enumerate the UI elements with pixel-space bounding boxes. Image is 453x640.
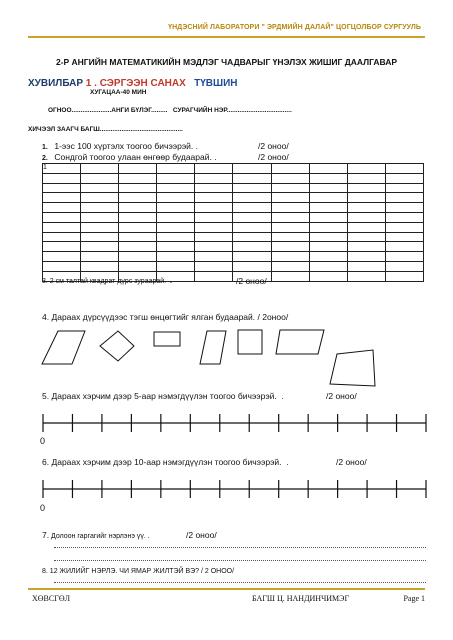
grid-cell[interactable]: [347, 203, 385, 213]
grid-row: [43, 193, 424, 203]
question-3: [42, 278, 172, 285]
grid-cell[interactable]: [43, 261, 81, 271]
grid-cell[interactable]: [119, 193, 157, 203]
grid-row: [43, 242, 424, 252]
question-1-text: 1-ээс 100 хүртэлх тоогоо бичээрэй. .: [54, 141, 199, 151]
grid-cell[interactable]: [157, 222, 195, 232]
answer-line-7b[interactable]: [54, 560, 426, 561]
grid-cell[interactable]: [157, 183, 195, 193]
grid-cell[interactable]: [157, 212, 195, 222]
grid-cell[interactable]: [157, 261, 195, 271]
grid-cell[interactable]: 1: [43, 164, 81, 174]
grid-cell[interactable]: [271, 232, 309, 242]
grid-cell[interactable]: [385, 222, 423, 232]
grid-cell[interactable]: [385, 212, 423, 222]
number-line-6[interactable]: [0, 477, 453, 501]
number-line-6-zero: 0: [40, 503, 46, 513]
grid-row: [43, 232, 424, 242]
grid-cell[interactable]: [81, 173, 119, 183]
header-divider: [28, 36, 425, 38]
grid-cell[interactable]: [119, 232, 157, 242]
question-3-points: /2 оноо/: [236, 276, 267, 286]
question-5: [42, 391, 284, 401]
grid-cell[interactable]: [233, 212, 271, 222]
grid-cell[interactable]: [195, 173, 233, 183]
grid-cell[interactable]: [157, 242, 195, 252]
number-grid[interactable]: [42, 163, 424, 282]
grid-cell[interactable]: [43, 252, 81, 262]
grid-cell[interactable]: [43, 193, 81, 203]
grid-cell[interactable]: [43, 242, 81, 252]
question-6-number: 6.: [42, 457, 50, 467]
question-2-points: /2 оноо/: [258, 152, 289, 162]
question-4-text: Дараах дүрсүүдээс тэгш өнцөгтийг ялган будаарай. / 2оноо/: [51, 312, 289, 322]
date-class-field: ОГНОО......................АНГИ БҮЛЭГ.........: [48, 107, 168, 114]
grid-cell[interactable]: [271, 252, 309, 262]
grid-cell[interactable]: [81, 252, 119, 262]
grid-cell[interactable]: [271, 164, 309, 174]
grid-cell[interactable]: [195, 222, 233, 232]
grid-cell[interactable]: [271, 242, 309, 252]
grid-cell[interactable]: [347, 183, 385, 193]
question-5-dot: .: [281, 391, 284, 401]
rhombus-shape[interactable]: [100, 331, 134, 361]
grid-cell[interactable]: [43, 183, 81, 193]
question-5-points: /2 оноо/: [326, 391, 357, 401]
grid-cell[interactable]: [81, 203, 119, 213]
grid-cell[interactable]: [195, 261, 233, 271]
question-3-number: 3.: [42, 278, 48, 285]
grid-cell[interactable]: [347, 222, 385, 232]
footer-divider: [28, 588, 425, 590]
question-8-number: 8.: [42, 568, 48, 575]
grid-cell[interactable]: [119, 183, 157, 193]
grid-cell[interactable]: [309, 164, 347, 174]
question-7: [42, 530, 150, 540]
variant-heading: [28, 78, 238, 89]
question-6-text: Дараах хэрчим дээр 10-аар нэмэгдүүлэн тоогоо бичээрэй.: [51, 457, 282, 467]
question-6-dot: .: [286, 457, 289, 467]
grid-row: [43, 222, 424, 232]
question-6-points: /2 оноо/: [336, 457, 367, 467]
grid-cell[interactable]: [81, 242, 119, 252]
question-5-text: Дараах хэрчим дээр 5-аар нэмэгдүүлэн тоогоо бичээрэй.: [51, 391, 277, 401]
question-1: [42, 141, 198, 151]
grid-cell[interactable]: [81, 183, 119, 193]
trapezoid-shape[interactable]: [200, 331, 226, 364]
grid-cell[interactable]: [233, 222, 271, 232]
number-line-5[interactable]: [0, 411, 453, 435]
grid-cell[interactable]: [119, 222, 157, 232]
grid-cell[interactable]: [233, 252, 271, 262]
grid-cell[interactable]: [271, 183, 309, 193]
question-4-number: 4.: [42, 312, 50, 322]
grid-cell[interactable]: [309, 242, 347, 252]
question-4: [42, 312, 288, 322]
grid-cell[interactable]: [233, 261, 271, 271]
grid-cell[interactable]: [157, 173, 195, 183]
grid-cell[interactable]: [43, 173, 81, 183]
time-limit: ХУГАЦАА-40 МИН: [90, 89, 147, 96]
number-line-5-zero: 0: [40, 436, 46, 446]
grid-cell[interactable]: [233, 193, 271, 203]
grid-cell[interactable]: [385, 242, 423, 252]
grid-cell[interactable]: [119, 212, 157, 222]
grid-cell[interactable]: [233, 164, 271, 174]
grid-cell[interactable]: [81, 212, 119, 222]
grid-cell[interactable]: [347, 164, 385, 174]
grid-cell[interactable]: [347, 271, 385, 281]
grid-cell[interactable]: [195, 164, 233, 174]
grid-cell[interactable]: [309, 212, 347, 222]
grid-cell[interactable]: [157, 164, 195, 174]
footer-teacher: БАГШ Ц. НАНДИНЧИМЭГ: [252, 594, 350, 603]
grid-row: [43, 252, 424, 262]
grid-cell[interactable]: [309, 183, 347, 193]
grid-cell[interactable]: [119, 173, 157, 183]
variant-number: 1 .: [85, 78, 97, 89]
grid-cell[interactable]: [271, 212, 309, 222]
grid-cell[interactable]: [43, 222, 81, 232]
grid-cell[interactable]: [271, 203, 309, 213]
grid-cell[interactable]: [347, 261, 385, 271]
grid-cell[interactable]: [119, 203, 157, 213]
grid-row: [43, 261, 424, 271]
grid-cell[interactable]: [309, 193, 347, 203]
grid-cell[interactable]: [81, 193, 119, 203]
grid-cell[interactable]: [43, 212, 81, 222]
grid-cell[interactable]: [43, 203, 81, 213]
grid-cell[interactable]: [347, 193, 385, 203]
grid-cell[interactable]: [233, 232, 271, 242]
grid-cell[interactable]: [385, 271, 423, 281]
grid-cell[interactable]: [385, 183, 423, 193]
irregular-quadrilateral-shape[interactable]: [330, 350, 375, 386]
grid-cell[interactable]: [385, 252, 423, 262]
grid-cell[interactable]: [271, 261, 309, 271]
grid-cell[interactable]: [385, 164, 423, 174]
grid-cell[interactable]: [119, 252, 157, 262]
grid-cell[interactable]: [309, 271, 347, 281]
question-3-text: 2 см талтай квадрат дүрс зураарай.: [49, 278, 167, 285]
grid-cell[interactable]: [195, 183, 233, 193]
grid-cell[interactable]: [233, 183, 271, 193]
grid-cell[interactable]: [119, 261, 157, 271]
question-2: [42, 152, 217, 162]
grid-cell[interactable]: [119, 164, 157, 174]
grid-cell[interactable]: [271, 271, 309, 281]
grid-cell[interactable]: [385, 261, 423, 271]
grid-cell[interactable]: [195, 252, 233, 262]
grid-cell[interactable]: [385, 203, 423, 213]
question-8-text: 12 ЖИЛИЙГ НЭРЛЭ. ЧИ ЯМАР ЖИЛТЭЙ ВЭ? / 2 ОНОО/: [49, 568, 235, 575]
grid-cell[interactable]: [309, 203, 347, 213]
grid-cell[interactable]: [195, 271, 233, 281]
question-7-points: /2 оноо/: [186, 530, 217, 540]
grid-cell[interactable]: [347, 173, 385, 183]
grid-cell[interactable]: [195, 242, 233, 252]
answer-line-8[interactable]: [54, 582, 426, 583]
grid-row: [43, 173, 424, 183]
small-rectangle-shape[interactable]: [154, 332, 180, 346]
grid-cell[interactable]: [271, 173, 309, 183]
question-8: [42, 568, 234, 575]
footer-page-number: Page 1: [403, 594, 425, 603]
grid-cell[interactable]: [233, 203, 271, 213]
grid-cell[interactable]: [119, 242, 157, 252]
grid-cell[interactable]: [81, 164, 119, 174]
grid-cell[interactable]: [195, 212, 233, 222]
grid-row: [43, 183, 424, 193]
grid-cell[interactable]: [81, 222, 119, 232]
grid-cell[interactable]: [309, 173, 347, 183]
grid-cell[interactable]: [385, 193, 423, 203]
grid-cell[interactable]: [347, 252, 385, 262]
answer-line-7a[interactable]: [54, 547, 426, 548]
question-1-number: 1.: [42, 144, 48, 151]
grid-row: [43, 212, 424, 222]
grid-cell[interactable]: [157, 252, 195, 262]
question-3-dot: .: [170, 278, 172, 285]
grid-cell[interactable]: [233, 173, 271, 183]
grid-cell[interactable]: [157, 193, 195, 203]
parallelogram-shape[interactable]: [42, 331, 85, 364]
grid-cell[interactable]: [309, 222, 347, 232]
variant-label: ХУВИЛБАР: [28, 78, 84, 89]
page-title: 2-Р АНГИЙН МАТЕМАТИКИЙН МЭДЛЭГ ЧАДВАРЫГ ҮНЭЛЭХ ЖИШИГ ДААЛГАВАР: [55, 57, 398, 67]
variant-level: ТҮВШИН: [194, 78, 238, 89]
footer-location: ХӨВСГӨЛ: [32, 594, 71, 603]
grid-cell[interactable]: [43, 232, 81, 242]
square-shape[interactable]: [238, 330, 262, 354]
grid-cell[interactable]: [157, 203, 195, 213]
quadrilateral-shape[interactable]: [276, 330, 324, 354]
grid-row: [43, 203, 424, 213]
question-7-number: 7.: [42, 530, 50, 540]
student-name-field: СУРАГЧИЙН НЭР....................................: [172, 107, 292, 114]
question-6: [42, 457, 289, 467]
grid-cell[interactable]: [195, 203, 233, 213]
grid-cell[interactable]: [271, 222, 309, 232]
grid-cell[interactable]: [347, 212, 385, 222]
grid-cell[interactable]: [309, 261, 347, 271]
variant-name: СЭРГЭЭН САНАХ: [99, 78, 186, 89]
question-5-number: 5.: [42, 391, 50, 401]
teacher-field: ХИЧЭЭЛ ЗААГЧ БАГШ..............................................: [28, 126, 183, 133]
school-name: ҮНДЭСНИЙ ЛАБОРАТОРИ " ЭРДМИЙН ДАЛАЙ" ЦОГЦОЛБОР СУРГУУЛЬ: [168, 24, 421, 31]
grid-cell[interactable]: [309, 232, 347, 242]
grid-cell[interactable]: [347, 242, 385, 252]
grid-cell[interactable]: [309, 252, 347, 262]
grid-cell[interactable]: [385, 173, 423, 183]
question-2-text: Сондгой тоогоо улаан өнгөөр будаарай. .: [54, 152, 217, 162]
grid-cell[interactable]: [195, 232, 233, 242]
grid-cell[interactable]: [195, 193, 233, 203]
question-2-number: 2.: [42, 155, 48, 162]
grid-row: [43, 164, 424, 174]
grid-cell[interactable]: [271, 193, 309, 203]
student-info-line: [48, 107, 292, 114]
grid-cell[interactable]: [385, 232, 423, 242]
grid-cell[interactable]: [347, 232, 385, 242]
question-7-text: Долоон гаргагийг нэрлэнэ үү. .: [51, 533, 150, 540]
question-1-points: /2 оноо/: [258, 141, 289, 151]
grid-cell[interactable]: [81, 261, 119, 271]
shapes-area: [0, 326, 453, 386]
grid-cell[interactable]: [81, 232, 119, 242]
grid-cell[interactable]: [157, 232, 195, 242]
grid-cell[interactable]: [233, 242, 271, 252]
